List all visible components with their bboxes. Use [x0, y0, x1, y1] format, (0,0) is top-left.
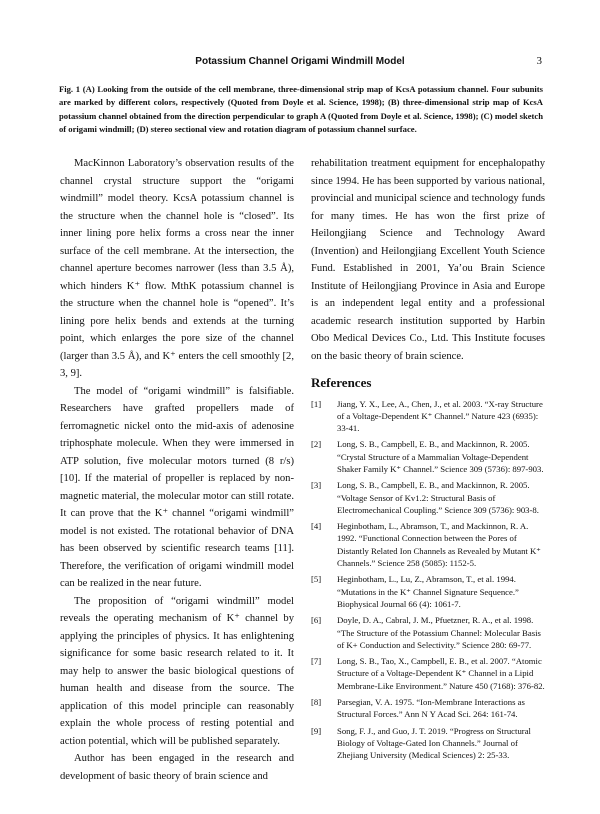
reference-number: [1]: [311, 398, 322, 409]
reference-text: Doyle, D. A., Cabral, J. M., Pfuetzner, R. A., et al. 1998. “The Structure of the Potassium Channel: Molecular Basis of K+ Conduction and Selectivity.” Science 280: 69-77.: [337, 615, 541, 650]
reference-item: [311, 614, 545, 651]
reference-number: [9]: [311, 725, 322, 736]
reference-number: [6]: [311, 615, 322, 626]
paragraph: rehabilitation treatment equipment for encephalopathy since 1994. He has been supported by various national, provincial and municipal science and technology funds for many times. He has won the first prize of Heilongjiang Science and Technology Award (Invention) and Heilongjiang Excellent Youth Science Fund. Established in 2001, Ya’ou Brain Science Institute of Heilongjiang Province in Asia and Europe is an independent legal entity and a professional academic research institution supported by Harbin Obo Medical Devices Co., Ltd. This Institute focuses on the basic theory of brain science.: [311, 158, 545, 362]
running-header: Potassium Channel Origami Windmill Model: [195, 56, 405, 67]
reference-text: Song, F. J., and Guo, J. T. 2019. “Progress on Structural Biology of Voltage-Gated Ion Channels.” Journal of Zhejiang University (Medical Sciences) 2: 25-33.: [337, 725, 531, 761]
reference-number: [4]: [311, 521, 322, 532]
reference-text: Heginbotham, L., Abramson, T., and Mackinnon, R. A. 1992. “Functional Connection between the Pores of Distantly Related Ion Channels as Revealed by Mutant K⁺ Channels.” Science 258 (5085): 1152-5.: [337, 521, 541, 569]
reference-item: [311, 520, 545, 569]
reference-item: [311, 696, 545, 721]
paragraph: The model of “origami windmill” is falsifiable. Researchers have grafted propellers made of ferromagnetic nickel onto the mid-axis of adenosine triphosphate molecule. When they were immersed in ATP solution, five molecular motors turned (8 r/s) [10]. If the material of propeller is replaced by non-magnetic material, the molecular motor can still rotate. It can prove that the K⁺ channel “origami windmill” model is not existed. The rotational behavior of DNA has been observed by scientific research teams [11]. Therefore, the verification of origami windmill model can be realized in the near future.: [60, 385, 294, 589]
reference-item: [311, 438, 545, 475]
paragraph: MacKinnon Laboratory’s observation results of the channel crystal structure support the “origami windmill” model theory. KcsA potassium channel is the structure when the channel hole is “closed”. Its inner lining pore helix forms a cross near the inner surface of the cell membrane. At the intersection, the channel aperture becomes narrower (less than 3.5 Å), which hinders K⁺ flow. MthK potassium channel is the structure when the channel hole is “opened”. It’s lining pore helix bends and extends at the turning point, which enlarges the pore size of the channel (larger than 3.5 Å), and K⁺ enters the cell smoothly [2, 3, 9].: [60, 158, 294, 379]
reference-item: [311, 573, 545, 610]
figure-caption: Fig. 1 (A) Looking from the outside of the cell membrane, three-dimensional strip map of KcsA potassium channel. Four subunits are marked by different colors, respectively (Quoted from Doyle et al. Science, 1998); (B) three-dimensional strip map of KcsA potassium channel obtained from the direction perpendicular to graph A (Quoted from Doyle et al. Science, 1998); (C) model sketch of origami windmill; (D) stereo sectional view and rotation diagram of potassium channel surface.: [59, 84, 543, 135]
reference-number: [3]: [311, 480, 322, 491]
reference-number: [7]: [311, 656, 322, 667]
references-heading: References: [311, 375, 372, 390]
page-number: 3: [536, 55, 542, 67]
paragraph: The proposition of “origami windmill” model reveals the operating mechanism of K⁺ channel by applying the principles of physics. It has enlightening significance for some basic research related to it. It may help to answer the basic biological questions of human health and disease from the source. The application of this model principle can reasonably explain the whole process of resting potential and action potential, which will be published separately.: [60, 595, 294, 747]
reference-number: [5]: [311, 574, 322, 585]
reference-text: Heginbotham, L., Lu, Z., Abramson, T., et al. 1994. “Mutations in the K⁺ Channel Signature Sequence.” Biophysical Journal 66 (4): 1061-7.: [337, 574, 519, 609]
reference-text: Parsegian, V. A. 1975. “Ion-Membrane Interactions as Structural Forces.” Ann N Y Acad Sci. 264: 161-74.: [337, 697, 525, 720]
paragraph: Author has been engaged in the research and development of basic theory of brain science and: [60, 753, 294, 782]
reference-item: [311, 479, 545, 516]
reference-item: [311, 398, 545, 435]
left-column: [60, 155, 294, 785]
reference-item: [311, 725, 545, 762]
reference-text: Long, S. B., Tao, X., Campbell, E. B., et al. 2007. “Atomic Structure of a Voltage-Dependent K⁺ Channel in a Lipid Membrane-Like Environment.” Nature 450 (7168): 376-82.: [337, 656, 545, 691]
reference-number: [2]: [311, 439, 322, 450]
right-column: [311, 155, 545, 766]
reference-number: [8]: [311, 697, 322, 708]
reference-text: Long, S. B., Campbell, E. B., and Mackinnon, R. 2005. “Crystal Structure of a Mammalian Voltage-Dependent Shaker Family K⁺ Channel.” Science 309 (5736): 897-903.: [337, 439, 544, 474]
reference-list: [311, 398, 545, 762]
reference-text: Long, S. B., Campbell, E. B., and Mackinnon, R. 2005. “Voltage Sensor of Kv1.2: Structural Basis of Electromechanical Coupling.” Science 309 (5736): 903-8.: [337, 480, 539, 515]
reference-item: [311, 655, 545, 692]
reference-text: Jiang, Y. X., Lee, A., Chen, J., et al. 2003. “X-ray Structure of a Voltage-Dependent K⁺ Channel.” Nature 423 (6935): 33-41.: [337, 398, 543, 434]
